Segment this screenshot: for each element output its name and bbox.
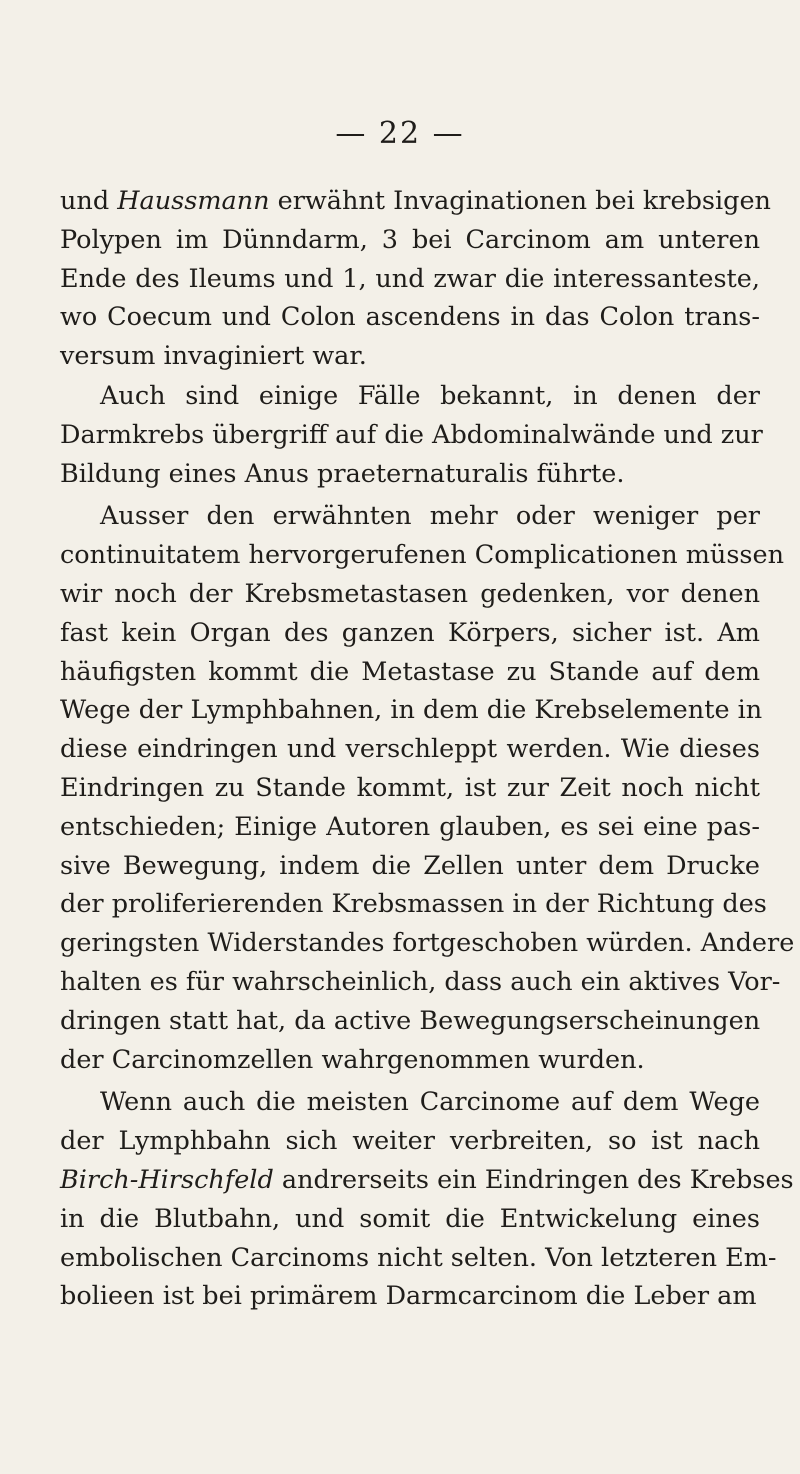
text-segment: in die Blutbahn, und somit die Entwickelung eines xyxy=(60,1203,760,1234)
text-line xyxy=(60,885,767,924)
author-name: Haussmann xyxy=(117,186,270,216)
paragraph xyxy=(60,1083,794,1316)
text-line xyxy=(60,575,760,614)
text-line xyxy=(60,1277,760,1316)
text-segment: versum invaginiert war. xyxy=(60,341,367,372)
text-line xyxy=(60,847,760,886)
text-segment: erwähnt Invaginationen bei krebsigen xyxy=(269,186,771,216)
text-line xyxy=(60,1122,760,1161)
paragraph xyxy=(60,377,763,493)
text-segment: wir noch der Krebsmetastasen gedenken, vor denen xyxy=(60,578,760,609)
text-segment: Eindringen zu Stande kommt, ist zur Zeit noch nicht xyxy=(60,772,760,803)
text-line xyxy=(60,455,760,494)
text-line xyxy=(60,260,760,299)
body-text xyxy=(60,182,795,1316)
text-line xyxy=(60,808,760,847)
text-line xyxy=(60,1239,777,1278)
text-line xyxy=(60,337,760,376)
text-line xyxy=(60,377,760,416)
text-segment: embolischen Carcinoms nicht selten. Von letzteren Em- xyxy=(60,1242,777,1273)
text-line xyxy=(60,1002,760,1041)
text-segment: continuitatem hervorgerufenen Complicationen müssen xyxy=(60,540,785,571)
text-line xyxy=(60,963,781,1002)
text-segment: wo Coecum und Colon ascendens in das Colon trans- xyxy=(60,302,760,333)
text-segment: häufigsten kommt die Metastase zu Stande auf dem xyxy=(60,656,760,687)
page-number: — 22 — xyxy=(335,116,465,151)
text-line xyxy=(60,1161,794,1200)
text-segment: sive Bewegung, indem die Zellen unter dem Drucke xyxy=(60,850,760,881)
text-line xyxy=(60,416,763,455)
text-segment: fast kein Organ des ganzen Körpers, sicher ist. Am xyxy=(60,617,760,648)
author-name: Birch-Hirschfeld xyxy=(60,1164,274,1195)
text-line xyxy=(60,298,760,337)
text-line xyxy=(60,653,760,692)
text-line xyxy=(60,182,771,221)
text-segment: der proliferierenden Krebsmassen in der Richtung des xyxy=(60,889,767,920)
text-segment: Ausser den erwähnten mehr oder weniger per xyxy=(100,501,760,532)
text-segment: halten es für wahrscheinlich, dass auch ein aktives Vor- xyxy=(60,966,781,997)
text-segment: Ende des Ileums und 1, und zwar die interessanteste, xyxy=(60,263,760,294)
text-line xyxy=(60,1083,760,1122)
text-segment: Wenn auch die meisten Carcinome auf dem Wege xyxy=(100,1087,760,1118)
text-segment: entschieden; Einige Autoren glauben, es sei eine pas- xyxy=(60,811,760,842)
text-line xyxy=(60,536,785,575)
text-segment: Darmkrebs übergriff auf die Abdominalwände und zur xyxy=(60,419,763,450)
text-segment: Polypen im Dünndarm, 3 bei Carcinom am unteren xyxy=(60,224,760,255)
text-line xyxy=(60,614,760,653)
text-line xyxy=(60,769,760,808)
text-segment: diese eindringen und verschleppt werden. Wie dieses xyxy=(60,734,760,765)
text-line xyxy=(60,691,763,730)
text-segment: Wege der Lymphbahnen, in dem die Krebselemente in xyxy=(60,695,763,726)
text-segment: andrerseits ein Eindringen des Krebses xyxy=(273,1164,794,1195)
text-segment: dringen statt hat, da active Bewegungserscheinungen xyxy=(60,1005,761,1036)
text-segment: der Lymphbahn sich weiter verbreiten, so ist nach xyxy=(60,1126,760,1157)
paragraph xyxy=(60,182,771,376)
text-line xyxy=(60,1200,760,1239)
text-line xyxy=(60,730,760,769)
text-line xyxy=(60,924,795,963)
text-line xyxy=(60,1041,760,1080)
text-segment: und xyxy=(60,186,118,216)
text-segment: geringsten Widerstandes fortgeschoben würden. Andere xyxy=(60,928,795,959)
text-segment: Auch sind einige Fälle bekannt, in denen der xyxy=(100,380,760,411)
text-line xyxy=(60,497,760,536)
text-segment: der Carcinomzellen wahrgenommen wurden. xyxy=(60,1044,645,1075)
paragraph xyxy=(60,497,795,1079)
text-segment: bolieen ist bei primärem Darmcarcinom die Leber am xyxy=(60,1281,757,1312)
text-line xyxy=(60,221,760,260)
text-segment: Bildung eines Anus praeternaturalis führte. xyxy=(60,458,625,489)
